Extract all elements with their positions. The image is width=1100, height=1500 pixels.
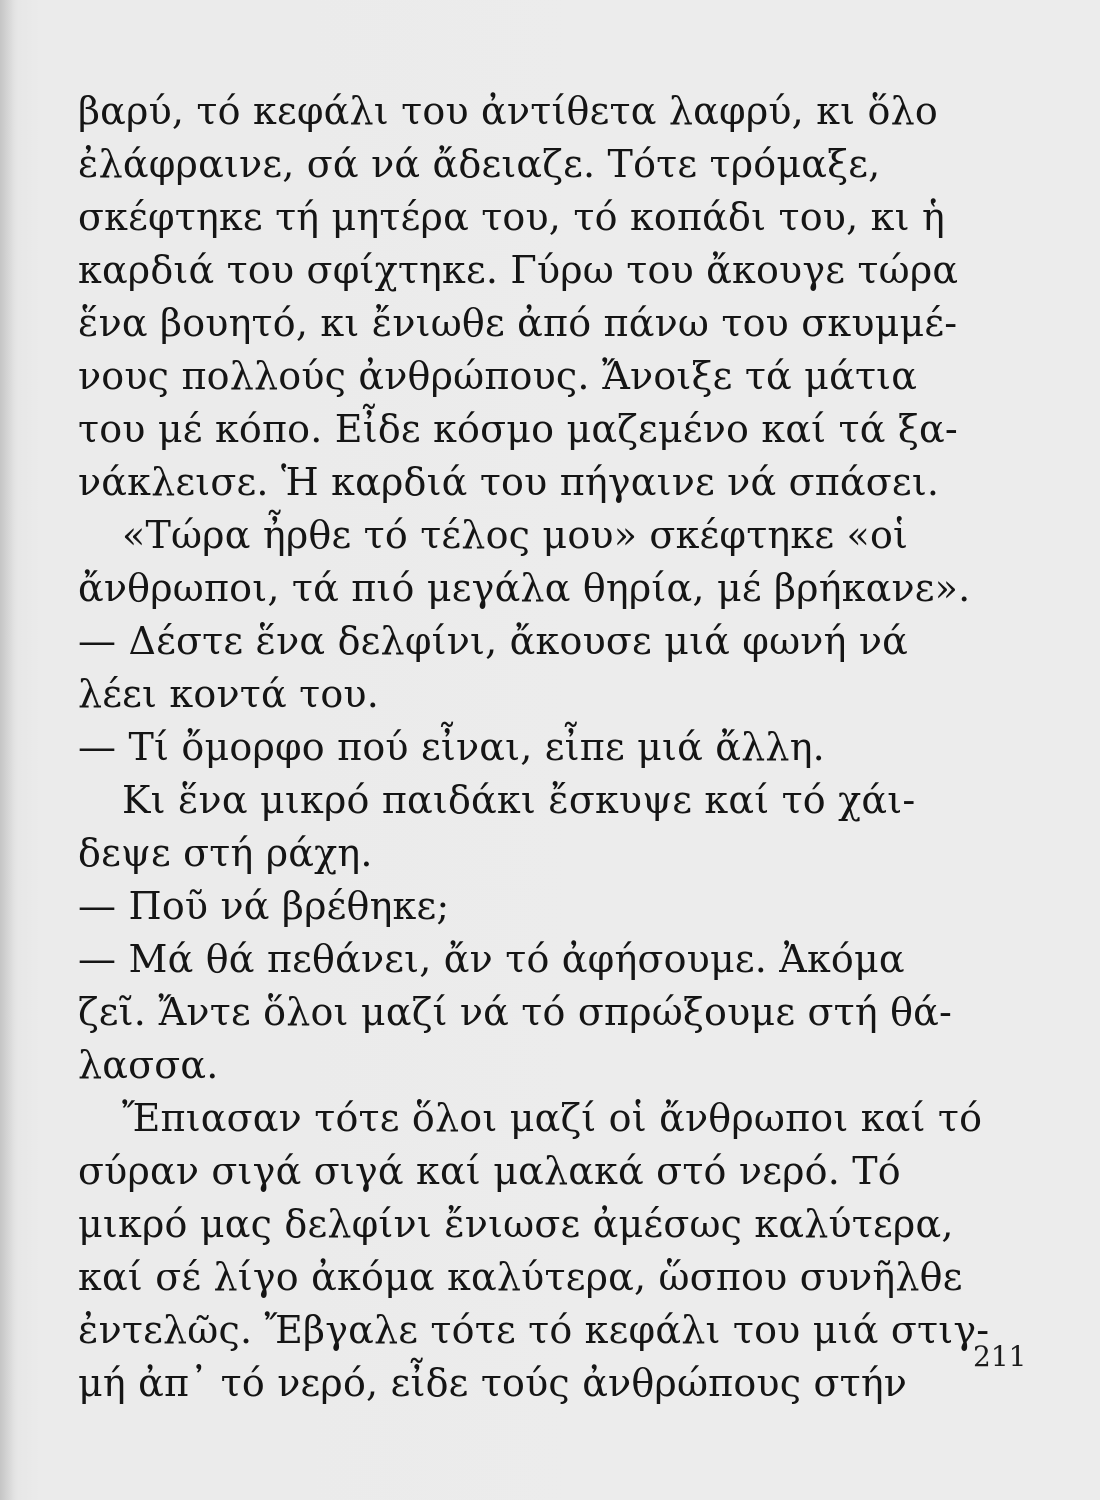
text-line-8: νάκλεισε. Ἡ καρδιά του πήγαινε νά σπάσει.: [78, 460, 940, 504]
text-line-7: του μέ κόπο. Εἶδε κόσμο μαζεμένο καί τά ξα-: [78, 407, 958, 451]
text-line-24: ἐντελῶς. Ἔβγαλε τότε τό κεφάλι του μιά στιγ-: [78, 1308, 990, 1352]
text-line-21: σύραν σιγά σιγά καί μαλακά στό νερό. Τό: [78, 1149, 901, 1193]
page-gutter-shadow: [0, 0, 18, 1500]
text-line-5: ἕνα βουητό, κι ἔνιωθε ἀπό πάνω του σκυμμέ-: [78, 301, 958, 345]
text-line-2: ἐλάφραινε, σά νά ἄδειαζε. Τότε τρόμαξε,: [78, 142, 881, 186]
text-line-12: λέει κοντά του.: [78, 672, 380, 716]
text-line-15: δεψε στή ράχη.: [78, 831, 373, 875]
text-line-17: — Μά θά πεθάνει, ἄν τό ἀφήσουμε. Ἀκόμα: [78, 937, 905, 981]
text-line-13: — Τί ὄμορφο πού εἶναι, εἶπε μιά ἄλλη.: [78, 725, 825, 769]
text-line-10: ἄνθρωποι, τά πιό μεγάλα θηρία, μέ βρήκανε».: [78, 566, 971, 610]
page-number: 211: [973, 1340, 1027, 1373]
text-line-4: καρδιά του σφίχτηκε. Γύρω του ἄκουγε τώρα: [78, 248, 959, 292]
text-line-6: νους πολλούς ἀνθρώπους. Ἄνοιξε τά μάτια: [78, 354, 918, 398]
text-line-1: βαρύ, τό κεφάλι του ἀντίθετα λαφρύ, κι ὅλο: [78, 89, 938, 133]
text-line-20: Ἔπιασαν τότε ὅλοι μαζί οἱ ἄνθρωποι καί τό: [122, 1096, 983, 1140]
text-line-3: σκέφτηκε τή μητέρα του, τό κοπάδι του, κι ἡ: [78, 195, 945, 239]
text-line-11: — Δέστε ἕνα δελφίνι, ἄκουσε μιά φωνή νά: [78, 619, 909, 663]
text-line-9: «Τώρα ἦρθε τό τέλος μου» σκέφτηκε «οἱ: [122, 513, 909, 557]
text-line-25: μή ἀπ᾽ τό νερό, εἶδε τούς ἀνθρώπους στήν: [78, 1361, 908, 1405]
text-line-22: μικρό μας δελφίνι ἔνιωσε ἀμέσως καλύτερα,: [78, 1202, 954, 1246]
text-line-19: λασσα.: [78, 1043, 219, 1087]
text-line-14: Κι ἕνα μικρό παιδάκι ἔσκυψε καί τό χάι-: [122, 778, 916, 822]
text-line-23: καί σέ λίγο ἀκόμα καλύτερα, ὥσπου συνῆλθε: [78, 1255, 963, 1299]
text-line-18: ζεῖ. Ἄντε ὅλοι μαζί νά τό σπρώξουμε στή θά-: [78, 990, 953, 1034]
text-line-16: — Ποῦ νά βρέθηκε;: [78, 884, 450, 928]
